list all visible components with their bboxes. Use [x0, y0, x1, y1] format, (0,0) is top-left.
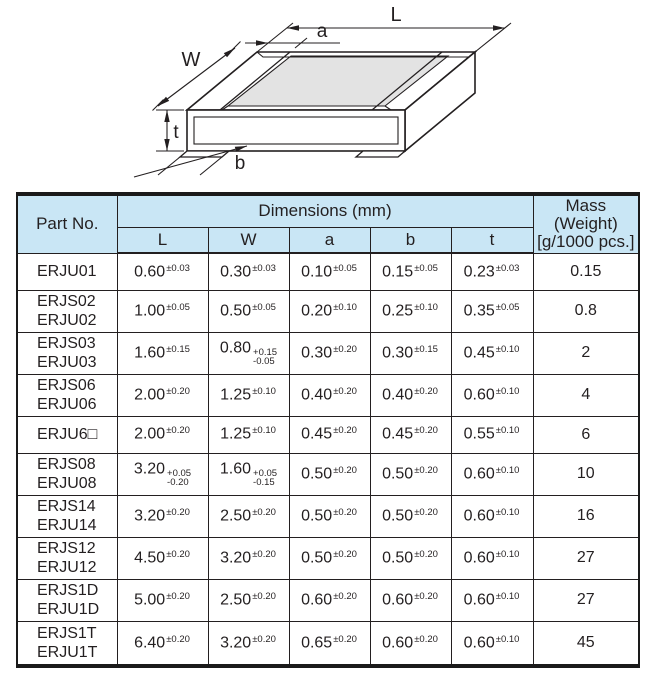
dim-cell-a: $0.20^{\pm 0.10}$: [289, 290, 370, 332]
mass-cell: 2: [533, 332, 639, 374]
mass-cell: 0.8: [533, 290, 639, 332]
part-no-cell: ERJS1D ERJU1D: [17, 579, 117, 621]
part-no-cell: ERJS08 ERJU08: [17, 453, 117, 495]
dim-label-t: t: [173, 122, 179, 143]
table-row: [17, 621, 639, 666]
dim-cell-L: $0.60^{\pm 0.03}$: [117, 253, 208, 290]
dim-cell-a: $0.60^{\pm 0.20}$: [289, 579, 370, 621]
dimensions-table-wrapper: [16, 192, 640, 668]
dim-cell-t: $0.60^{\pm 0.10}$: [451, 495, 533, 537]
table-row: [17, 332, 639, 374]
dim-cell-a: $0.50^{\pm 0.20}$: [289, 537, 370, 579]
dim-cell-t: $0.60^{\pm 0.10}$: [451, 621, 533, 666]
dim-cell-t: $0.60^{\pm 0.10}$: [451, 453, 533, 495]
dim-cell-a: $0.65^{\pm 0.20}$: [289, 621, 370, 666]
dim-cell-L: $1.00^{\pm 0.05}$: [117, 290, 208, 332]
mass-cell: 27: [533, 537, 639, 579]
dim-cell-W: $2.50^{\pm 0.20}$: [208, 579, 289, 621]
dim-cell-L: $3.20^{\pm 0.20}$: [117, 495, 208, 537]
chip-body: [180, 52, 475, 157]
dim-cell-b: $0.15^{\pm 0.05}$: [370, 253, 451, 290]
dim-cell-a: $0.40^{\pm 0.20}$: [289, 374, 370, 416]
dim-cell-a: $0.45^{\pm 0.20}$: [289, 416, 370, 453]
chip-bottom-terminal-left: [180, 151, 229, 157]
header-col-b: b: [370, 227, 451, 253]
dim-cell-L: 3.20 +0.05 -0.20: [117, 453, 208, 495]
table-row: [17, 453, 639, 495]
part-no-cell: ERJU01: [17, 253, 117, 290]
mass-cell: 27: [533, 579, 639, 621]
part-no-cell: ERJS12 ERJU12: [17, 537, 117, 579]
mass-cell: 4: [533, 374, 639, 416]
dim-cell-W: $0.50^{\pm 0.05}$: [208, 290, 289, 332]
dim-cell-b: $0.25^{\pm 0.10}$: [370, 290, 451, 332]
mass-cell: 6: [533, 416, 639, 453]
mass-cell: 16: [533, 495, 639, 537]
table-row: [17, 537, 639, 579]
part-no-cell: ERJS06 ERJU06: [17, 374, 117, 416]
dim-cell-L: $6.40^{\pm 0.20}$: [117, 621, 208, 666]
header-col-a: a: [289, 227, 370, 253]
table-row: [17, 495, 639, 537]
part-no-cell: ERJS03 ERJU03: [17, 332, 117, 374]
dim-cell-W: $2.50^{\pm 0.20}$: [208, 495, 289, 537]
table-row: [17, 416, 639, 453]
part-no-cell: ERJS02 ERJU02: [17, 290, 117, 332]
mass-cell: 45: [533, 621, 639, 666]
dim-cell-a: $0.50^{\pm 0.20}$: [289, 453, 370, 495]
chip-dimension-diagram: [0, 0, 662, 192]
part-no-cell: ERJS14 ERJU14: [17, 495, 117, 537]
dim-cell-W: $1.25^{\pm 0.10}$: [208, 374, 289, 416]
dim-label-L: L: [390, 4, 402, 26]
dim-cell-L: $2.00^{\pm 0.20}$: [117, 416, 208, 453]
dim-cell-W: 0.80 +0.15 -0.05: [208, 332, 289, 374]
header-col-t: t: [451, 227, 533, 253]
header-col-L: L: [117, 227, 208, 253]
mass-cell: 10: [533, 453, 639, 495]
dim-label-W: W: [181, 49, 201, 71]
dim-cell-a: $0.50^{\pm 0.20}$: [289, 495, 370, 537]
dim-cell-L: $1.60^{\pm 0.15}$: [117, 332, 208, 374]
dim-cell-t: $0.60^{\pm 0.10}$: [451, 579, 533, 621]
mass-cell: 0.15: [533, 253, 639, 290]
header-part-no: Part No.: [17, 194, 117, 253]
dim-label-a: a: [316, 21, 328, 42]
table-row: [17, 579, 639, 621]
dim-cell-W: $0.30^{\pm 0.03}$: [208, 253, 289, 290]
dim-cell-W: $3.20^{\pm 0.20}$: [208, 537, 289, 579]
header-mass-line2: [g/1000 pcs.]: [537, 232, 635, 252]
dim-cell-W: 1.60 +0.05 -0.15: [208, 453, 289, 495]
dim-cell-b: $0.60^{\pm 0.20}$: [370, 621, 451, 666]
dim-cell-a: $0.10^{\pm 0.05}$: [289, 253, 370, 290]
part-no-cell: ERJS1T ERJU1T: [17, 621, 117, 666]
dim-cell-W: $1.25^{\pm 0.10}$: [208, 416, 289, 453]
header-mass: [533, 194, 639, 253]
dim-cell-b: $0.50^{\pm 0.20}$: [370, 495, 451, 537]
dim-cell-b: $0.40^{\pm 0.20}$: [370, 374, 451, 416]
chip-bottom-terminal-right: [356, 151, 405, 157]
dim-cell-t: $0.35^{\pm 0.05}$: [451, 290, 533, 332]
dim-cell-b: $0.50^{\pm 0.20}$: [370, 537, 451, 579]
table-row: [17, 253, 639, 290]
dim-cell-L: $5.00^{\pm 0.20}$: [117, 579, 208, 621]
dim-cell-t: $0.45^{\pm 0.10}$: [451, 332, 533, 374]
dimensions-table: [16, 192, 640, 668]
dim-cell-t: $0.23^{\pm 0.03}$: [451, 253, 533, 290]
dim-cell-L: $4.50^{\pm 0.20}$: [117, 537, 208, 579]
dim-cell-b: $0.60^{\pm 0.20}$: [370, 579, 451, 621]
dim-cell-W: $3.20^{\pm 0.20}$: [208, 621, 289, 666]
dim-cell-b: $0.50^{\pm 0.20}$: [370, 453, 451, 495]
dim-cell-t: $0.60^{\pm 0.10}$: [451, 537, 533, 579]
dim-cell-a: $0.30^{\pm 0.20}$: [289, 332, 370, 374]
table-row: [17, 374, 639, 416]
header-mass-line1: Mass (Weight): [553, 196, 618, 234]
dim-label-b: b: [234, 153, 246, 174]
header-dimensions: Dimensions (mm): [117, 194, 533, 227]
part-no-cell: ERJU6□: [17, 416, 117, 453]
chip-front-face: [187, 110, 405, 151]
dim-cell-t: $0.60^{\pm 0.10}$: [451, 374, 533, 416]
dim-cell-L: $2.00^{\pm 0.20}$: [117, 374, 208, 416]
header-col-W: W: [208, 227, 289, 253]
dim-cell-b: $0.45^{\pm 0.20}$: [370, 416, 451, 453]
dim-cell-t: $0.55^{\pm 0.10}$: [451, 416, 533, 453]
table-row: [17, 290, 639, 332]
table-header-row: [17, 194, 639, 227]
dim-cell-b: $0.30^{\pm 0.15}$: [370, 332, 451, 374]
